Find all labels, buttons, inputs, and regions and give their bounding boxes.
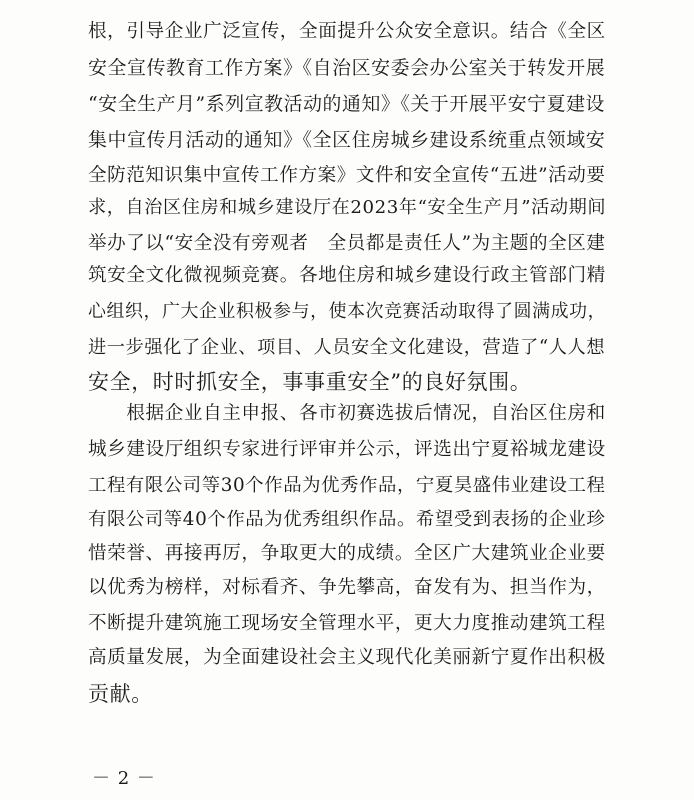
- paragraph-line: 根据企业自主申报、各市初赛选拔后情况，自治区住房和: [88, 403, 606, 424]
- paragraph-line: 举办了以“安全没有旁观者 全员都是责任人”为主题的全区建: [88, 233, 606, 254]
- paragraph-line: 以优秀为榜样，对标看齐、争先攀高，奋发有为、担当作为，: [88, 577, 606, 598]
- paragraph-line: 安全宣传教育工作方案》《自治区安委会办公室关于转发开展: [88, 57, 606, 79]
- paragraph-line: “安全生产月”系列宣教活动的通知》《关于开展平安宁夏建设: [88, 93, 605, 115]
- paragraph-line: 工程有限公司等30个作品为优秀作品，宁夏昊盛伟业建设工程: [88, 475, 606, 496]
- paragraph-line: 集中宣传月活动的通知》《全区住房城乡建设系统重点领域安: [88, 129, 606, 151]
- paragraph-line: 根，引导企业广泛宣传，全面提升公众安全意识。结合《全区: [88, 21, 606, 42]
- paragraph-line: 城乡建设厅组织专家进行评审并公示，评选出宁夏裕城龙建设: [88, 439, 606, 460]
- page-number: － 2 －: [92, 768, 156, 789]
- paragraph-line: 不断提升建筑施工现场安全管理水平，更大力度推动建筑工程: [88, 613, 606, 634]
- paragraph-line: 有限公司等40个作品为优秀组织作品。希望受到表扬的企业珍: [88, 509, 606, 530]
- paragraph-line: 安全，时时抓安全，事事重安全”的良好氛围。: [88, 370, 532, 394]
- paragraph-line: 贡献。: [88, 682, 153, 706]
- paragraph-line: 全防范知识集中宣传工作方案》文件和安全宣传“五进”活动要: [88, 165, 606, 186]
- paragraph-line: 筑安全文化微视频竞赛。各地住房和城乡建设行政主管部门精: [88, 265, 606, 286]
- paragraph-line: 进一步强化了企业、项目、人员安全文化建设，营造了“人人想: [88, 337, 606, 358]
- paragraph-line: 高质量发展，为全面建设社会主义现代化美丽新宁夏作出积极: [88, 647, 606, 668]
- paragraph-line: 求，自治区住房和城乡建设厅在2023年“安全生产月”活动期间: [88, 197, 607, 218]
- paragraph-line: 心组织，广大企业积极参与，使本次竞赛活动取得了圆满成功，: [88, 301, 607, 322]
- paragraph-line: 惜荣誉、再接再厉，争取更大的成绩。全区广大建筑业企业要: [88, 543, 606, 564]
